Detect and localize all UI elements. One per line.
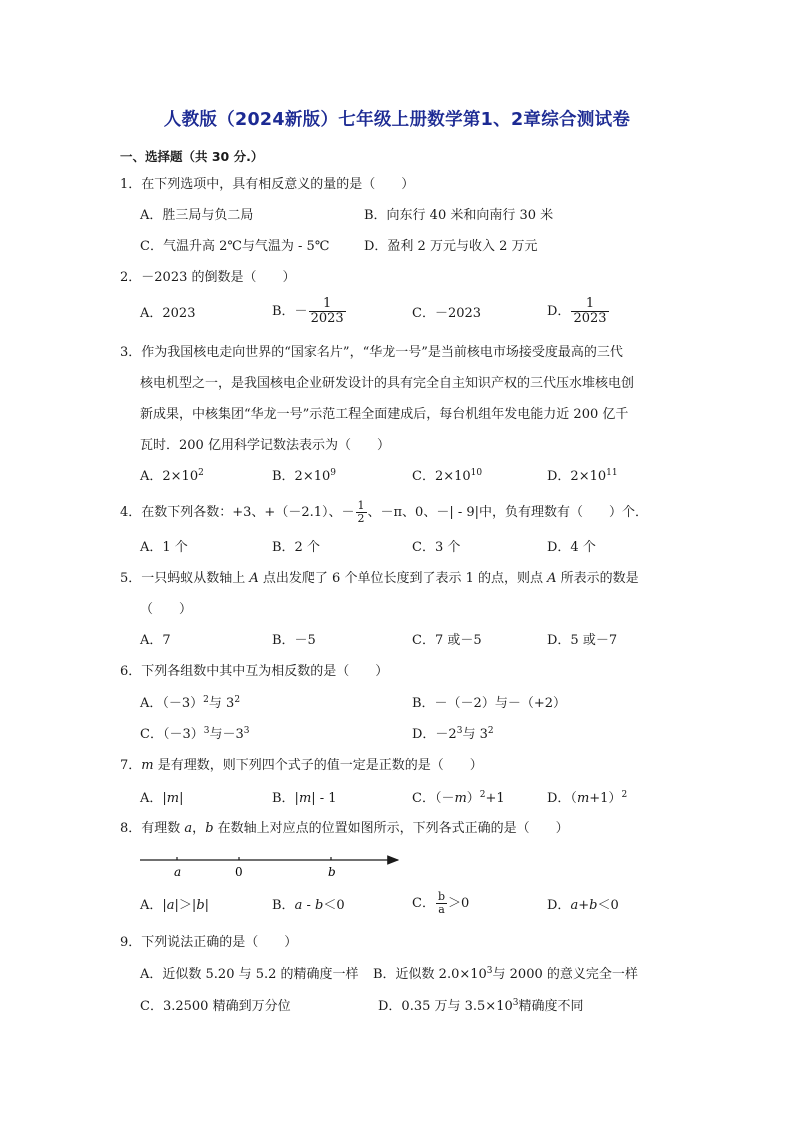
option-text: 精确度不同 — [518, 999, 584, 1014]
option-text: D．（ — [547, 791, 577, 806]
option-text: A．2×10 — [140, 469, 199, 484]
question-4-option-b: B．2 个 — [272, 540, 320, 555]
question-6-option-a — [140, 696, 240, 712]
exponent: 3 — [486, 966, 493, 976]
variable: m — [298, 791, 312, 806]
exponent: 2 — [203, 695, 209, 705]
option-text: +1） — [589, 791, 622, 806]
option-text: 与 2000 的意义完全一样 — [492, 967, 638, 982]
page-title: 人教版（2024新版）七年级上册数学第1、2章综合测试卷 — [163, 110, 631, 130]
question-6-option-b: B．－（－2）与－（+2） — [412, 696, 566, 711]
fraction-denominator: 2023 — [573, 311, 607, 326]
option-text: B．2×10 — [272, 469, 331, 484]
variable: b — [205, 821, 214, 836]
question-3-option-d — [547, 469, 618, 485]
question-5-option-d: D．5 或－7 — [547, 633, 618, 648]
question-4-option-a: A．1 个 — [140, 540, 188, 555]
exponent: 10 — [470, 468, 483, 478]
variable: a — [570, 898, 579, 913]
question-7-option-d — [547, 791, 627, 807]
fraction-numerator: b — [437, 890, 445, 903]
option-text: C．（－3） — [140, 727, 204, 742]
stem-text: 在数轴上对应点的位置如图所示，下列各式正确的是（ ） — [213, 821, 569, 836]
question-8-option-d — [547, 898, 619, 914]
variable: b — [315, 898, 324, 913]
option-text: ） — [466, 791, 480, 806]
question-9-stem: 9．下列说法正确的是（ ） — [120, 935, 298, 950]
fraction-denominator: a — [438, 903, 445, 916]
option-text: |＞| — [174, 898, 197, 913]
question-7-option-b — [272, 791, 337, 807]
question-7-option-c — [412, 791, 505, 807]
variable: m — [166, 791, 180, 806]
question-5-stem — [120, 571, 639, 587]
option-text: | — [204, 898, 210, 913]
question-2-stem: 2．－2023 的倒数是（ ） — [120, 270, 296, 285]
question-8-option-c — [412, 891, 469, 916]
exponent: 3 — [512, 998, 519, 1008]
variable: m — [141, 758, 154, 773]
fraction — [356, 500, 367, 525]
question-1-option-c: C．气温升高 2℃与气温为 - 5℃ — [140, 239, 330, 254]
option-text: 与－3 — [209, 727, 244, 742]
question-1-stem: 1．在下列选项中，具有相反意义的量的是（ ） — [120, 177, 415, 192]
option-label: B．－ — [272, 304, 308, 319]
question-5-line-2: （ ） — [140, 602, 193, 617]
option-text: A．| — [140, 791, 167, 806]
axis-label-zero: 0 — [235, 865, 243, 879]
exponent: 9 — [330, 468, 336, 478]
fraction — [436, 891, 447, 916]
stem-text: 点出发爬了 6 个单位长度到了表示 1 的点，则点 — [258, 571, 548, 586]
exponent: 2 — [487, 726, 494, 736]
fraction-numerator: 1 — [357, 499, 365, 512]
option-text: B．近似数 2.0×10 — [373, 967, 487, 982]
question-5-option-a: A．7 — [140, 633, 171, 648]
question-3-line-1: 3．作为我国核电走向世界的“国家名片”，“华龙一号”是当前核电市场接受度最高的三代 — [120, 345, 623, 360]
question-1-option-a: A．胜三局与负二局 — [140, 208, 254, 223]
question-1-option-b: B．向东行 40 米和向南行 30 米 — [364, 208, 554, 223]
question-3-option-b — [272, 469, 336, 485]
exponent: 2 — [234, 695, 241, 705]
option-text: | - 1 — [311, 791, 337, 806]
fraction — [309, 297, 346, 326]
option-text: ＜0 — [597, 898, 619, 913]
question-4-stem — [120, 500, 648, 525]
question-number: 7． — [120, 758, 142, 773]
stem-text: 5．一只蚂蚁从数轴上 — [120, 571, 250, 586]
question-9-option-a: A．近似数 5.20 与 5.2 的精确度一样 — [140, 967, 359, 982]
fraction — [571, 297, 608, 326]
option-text: B． — [272, 898, 295, 913]
question-3-line-4: 瓦时．200 亿用科学记数法表示为（ ） — [140, 438, 390, 453]
variable: a — [294, 898, 303, 913]
fraction-numerator: 1 — [585, 296, 595, 311]
option-text: - — [302, 898, 315, 913]
question-6-stem: 6．下列各组数中其中互为相反数的是（ ） — [120, 664, 389, 679]
option-text: A．（－3） — [140, 696, 204, 711]
fraction-denominator: 2 — [357, 512, 365, 525]
stem-text: 是有理数，则下列四个式子的值一定是正数的是（ ） — [153, 758, 483, 773]
number-line-figure — [132, 850, 412, 884]
variable: A — [547, 571, 557, 586]
exponent: 11 — [606, 468, 618, 478]
question-5-option-c: C．7 或－5 — [412, 633, 482, 648]
question-9-option-d — [378, 999, 584, 1015]
question-3-option-c — [412, 469, 482, 485]
option-text: C．2×10 — [412, 469, 471, 484]
question-9-option-b — [373, 967, 638, 983]
question-6-option-d — [412, 727, 494, 743]
question-2-option-a: A．2023 — [140, 306, 196, 321]
option-text: D．－2 — [412, 727, 457, 742]
exponent: 2 — [198, 468, 204, 478]
option-text: +1 — [485, 791, 505, 806]
question-2-option-b — [272, 297, 347, 326]
question-4-option-d: D．4 个 — [547, 540, 596, 555]
question-6-option-c — [140, 727, 249, 743]
question-4-option-c: C．3 个 — [412, 540, 461, 555]
question-3-line-2: 核电机型之一，是我国核电企业研发设计的具有完全自主知识产权的三代压水堆核电创 — [140, 376, 635, 391]
fraction-denominator: 2023 — [310, 311, 344, 326]
exponent: 3 — [203, 726, 210, 736]
exponent: 2 — [479, 790, 486, 800]
variable: b — [589, 898, 598, 913]
option-text: | — [179, 791, 184, 806]
option-text: D．2×10 — [547, 469, 607, 484]
question-5-option-b: B．－5 — [272, 633, 316, 648]
stem-text: ， — [192, 821, 206, 836]
axis-label-a: a — [174, 865, 182, 879]
question-7-stem — [120, 758, 483, 774]
stem-text: 、－π、0、－| - 9|中，负有理数有（ ）个． — [367, 505, 649, 520]
stem-text: 所表示的数是 — [556, 571, 639, 586]
option-text: C．（－ — [412, 791, 455, 806]
option-text: A．| — [140, 898, 167, 913]
exponent: 3 — [456, 726, 463, 736]
question-3-line-3: 新成果，中核集团“华龙一号”示范工程全面建成后，每台机组年发电能力近 200 亿千 — [140, 407, 629, 422]
stem-text: 4．在数下列各数：+3、+（－2.1）、－ — [120, 505, 355, 520]
exponent: 2 — [621, 790, 628, 800]
option-text: C． — [412, 896, 435, 911]
option-text: B．| — [272, 791, 299, 806]
variable: A — [249, 571, 259, 586]
variable: a — [184, 821, 193, 836]
option-text: D． — [547, 898, 571, 913]
fraction-numerator: 1 — [322, 296, 332, 311]
variable: m — [454, 791, 467, 806]
section-heading: 一、选择题（共 30 分.） — [120, 149, 264, 164]
question-1-option-d: D．盈利 2 万元与收入 2 万元 — [364, 239, 538, 254]
question-9-option-c: C．3.2500 精确到万分位 — [140, 999, 291, 1014]
option-text: + — [578, 898, 590, 913]
variable: a — [166, 898, 175, 913]
axis-label-b: b — [328, 865, 336, 879]
question-7-option-a — [140, 791, 184, 807]
exponent: 3 — [243, 726, 250, 736]
variable: b — [196, 898, 205, 913]
variable: m — [576, 791, 590, 806]
option-text: ＞0 — [448, 896, 470, 911]
question-2-option-d — [547, 297, 610, 326]
option-label: D． — [547, 304, 571, 319]
option-text: D．0.35 万与 3.5×10 — [378, 999, 513, 1014]
option-text: 与 3 — [208, 696, 235, 711]
question-8-stem — [120, 821, 569, 837]
question-3-option-a — [140, 469, 204, 485]
question-8-option-a — [140, 898, 209, 914]
option-text: 与 3 — [462, 727, 488, 742]
question-8-option-b — [272, 898, 345, 914]
question-number: 8．有理数 — [120, 821, 185, 836]
question-2-option-c: C．－2023 — [412, 306, 482, 321]
option-text: ＜0 — [323, 898, 345, 913]
